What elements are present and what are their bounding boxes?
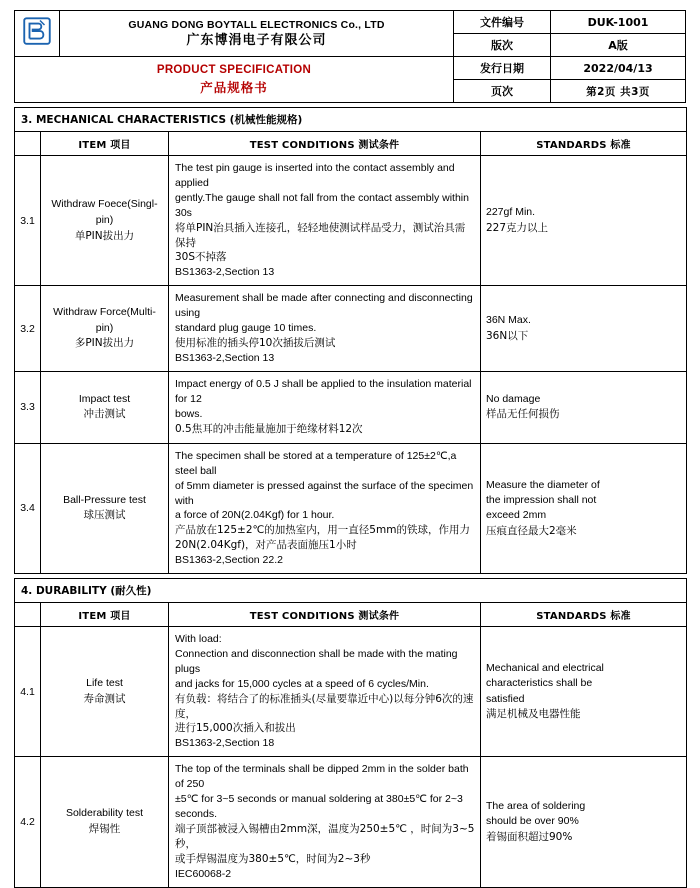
table-row (15, 156, 687, 286)
row-conditions: With load: Connection and disconnection shall be made with the mating plugs and jacks for 15,000 cycles at a speed of 6 cycles/Min. 有负载：将结合了的标准插头(尽量要靠近中心)以每分钟6次的速度， 进行15,000次插入和拔出 BS1363-2,Section 18 (169, 627, 481, 757)
document-title-cell (15, 57, 454, 103)
company-name-cn: 广东博涓电子有限公司 (186, 32, 327, 48)
document-header (14, 10, 686, 103)
col-header-standards: STANDARDS 标准 (481, 603, 687, 627)
table-row (15, 286, 687, 372)
document-title-en: PRODUCT SPECIFICATION (156, 63, 312, 76)
table-row (15, 627, 687, 757)
meta-value-issue-date: 2022/04/13 (551, 57, 686, 80)
row-no: 3.3 (15, 371, 41, 443)
section-title-durability: 4. DURABILITY (耐久性) (15, 579, 687, 603)
col-header-item: ITEM 项目 (41, 132, 169, 156)
row-standards: 36N Max. 36N以下 (481, 286, 687, 372)
row-conditions: Measurement shall be made after connecting and disconnecting using standard plug gauge 10 times. 使用标准的插头停10次插拔后测试 BS1363-2,Section 13 (169, 286, 481, 372)
col-header-conditions: TEST CONDITIONS 测试条件 (169, 132, 481, 156)
row-item: Solderability test 焊锡性 (41, 757, 169, 887)
company-logo (15, 11, 60, 57)
meta-value-doc-no: DUK-1001 (551, 11, 686, 34)
boytall-logo-icon (22, 16, 52, 46)
meta-value-revision: A版 (551, 34, 686, 57)
row-standards: No damage 样品无任何损伤 (481, 371, 687, 443)
col-header-item: ITEM 项目 (41, 603, 169, 627)
col-header-no (15, 603, 41, 627)
row-item: Withdraw Force(Multi-pin) 多PIN拔出力 (41, 286, 169, 372)
row-no: 3.1 (15, 156, 41, 286)
row-no: 4.2 (15, 757, 41, 887)
row-no: 3.4 (15, 443, 41, 573)
section-durability (14, 578, 687, 888)
col-header-standards: STANDARDS 标准 (481, 132, 687, 156)
row-item: Life test 寿命测试 (41, 627, 169, 757)
col-header-no (15, 132, 41, 156)
row-item: Withdraw Foece(Singl-pin) 单PIN拔出力 (41, 156, 169, 286)
row-standards: Mechanical and electrical characteristics shall be satisfied 满足机械及电器性能 (481, 627, 687, 757)
row-standards: Measure the diameter of the impression shall not exceed 2mm 压痕直径最大2毫米 (481, 443, 687, 573)
row-item: Impact test 冲击测试 (41, 371, 169, 443)
row-conditions: The top of the terminals shall be dipped 2mm in the solder bath of 250 ±5℃ for 3~5 seconds or manual soldering at 380±5℃ for 2~3 seconds. 端子顶部被浸入锡槽由2mm深，温度为250±5℃ ，时间为3~5秒， 或手焊锡温度为380±5℃，时间为2~3秒 IEC60068-2 (169, 757, 481, 887)
meta-label-issue-date: 发行日期 (454, 57, 551, 80)
row-conditions: The test pin gauge is inserted into the contact assembly and applied gently.The gauge shall not fall from the contact assembly within 30s 将单PIN治具插入连接孔，轻轻地使测试样品受力，测试治具需保持 30S不掉落 BS1363-2,Section 13 (169, 156, 481, 286)
row-conditions: The specimen shall be stored at a temperature of 125±2℃,a steel ball of 5mm diameter is pressed against the surface of the specimen with a force of 20N(2.04Kgf) for 1 hour. 产品放在125±2℃的加热室内，用一直径5mm的铁球，作用力 20N(2.04Kgf)，对产品表面施压1小时 BS1363-2,Section 22.2 (169, 443, 481, 573)
company-name-cell (60, 11, 454, 57)
row-conditions: Impact energy of 0.5 J shall be applied to the insulation material for 12 bows. 0.5焦耳的冲击能量施加于绝缘材料12次 (169, 371, 481, 443)
row-no: 3.2 (15, 286, 41, 372)
row-standards: 227gf Min. 227克力以上 (481, 156, 687, 286)
company-name-en: GUANG DONG BOYTALL ELECTRONICS Co., LTD (128, 18, 385, 31)
table-row (15, 443, 687, 573)
meta-value-page: 第2页 共3页 (551, 80, 686, 103)
meta-label-doc-no: 文件编号 (454, 11, 551, 34)
table-row (15, 371, 687, 443)
section-title-mechanical: 3. MECHANICAL CHARACTERISTICS (机械性能规格) (15, 108, 687, 132)
row-standards: The area of soldering should be over 90% 着锡面积超过90% (481, 757, 687, 887)
row-no: 4.1 (15, 627, 41, 757)
col-header-conditions: TEST CONDITIONS 测试条件 (169, 603, 481, 627)
meta-label-revision: 版次 (454, 34, 551, 57)
meta-label-page: 页次 (454, 80, 551, 103)
document-title-cn: 产品规格书 (200, 79, 268, 95)
table-row (15, 757, 687, 887)
row-item: Ball-Pressure test 球压测试 (41, 443, 169, 573)
section-mechanical-characteristics (14, 107, 687, 574)
